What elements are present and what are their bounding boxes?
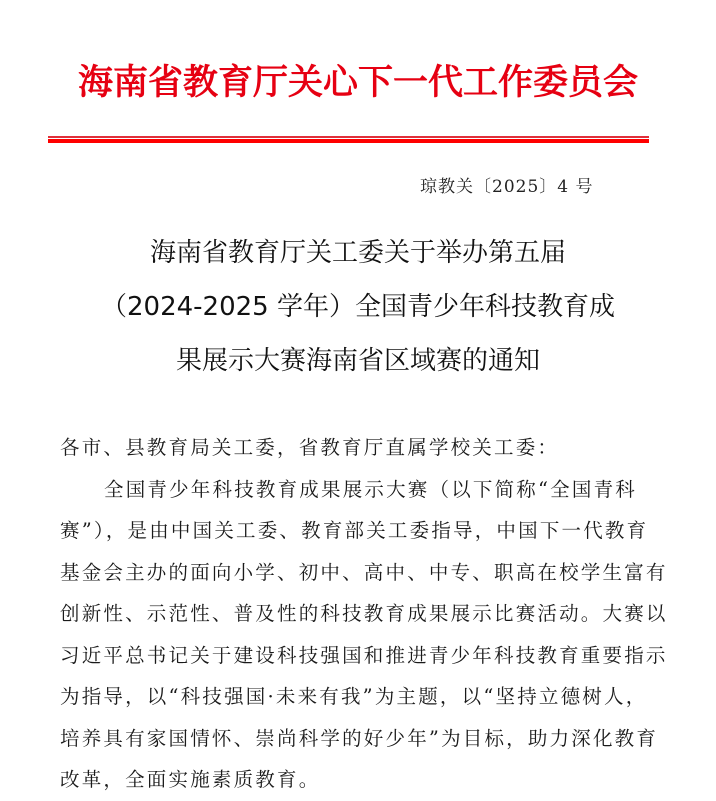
salutation: 各市、县教育局关工委，省教育厅直属学校关工委： <box>60 436 560 459</box>
body-line: 习近平总书记关于建设科技强国和推进青少年科技教育重要指示 <box>60 643 668 667</box>
red-header-divider-thin <box>48 136 649 138</box>
document-body <box>60 427 670 801</box>
body-line: 改革，全面实施素质教育。 <box>60 768 321 791</box>
issuing-organization-title: 海南省教育厅关心下一代工作委员会 <box>77 63 638 103</box>
red-header-divider-thick <box>48 139 649 143</box>
document-title <box>0 226 716 388</box>
body-line: 培养具有家国情怀、崇尚科学的好少年”为目标，助力深化教育 <box>60 726 659 750</box>
document-title-line: 海南省教育厅关工委关于举办第五届 <box>149 238 566 268</box>
body-line: 赛”），是由中国关工委、教育部关工委指导，中国下一代教育 <box>60 519 649 542</box>
body-line: 全国青少年科技教育成果展示大赛（以下简称“全国青科 <box>104 477 637 501</box>
body-line: 基金会主办的面向小学、初中、高中、中专、职高在校学生富有 <box>60 560 668 584</box>
document-number: 琼教关〔2025〕4 号 <box>420 177 594 197</box>
document-title-line: 果展示大赛海南省区域赛的通知 <box>175 346 540 376</box>
document-title-line: （2024-2025 学年）全国青少年科技教育成 <box>101 292 615 322</box>
body-line: 为指导，以“科技强国·未来有我”为主题，以“坚持立德树人， <box>60 685 648 708</box>
body-line: 创新性、示范性、普及性的科技教育成果展示比赛活动。大赛以 <box>60 602 668 625</box>
